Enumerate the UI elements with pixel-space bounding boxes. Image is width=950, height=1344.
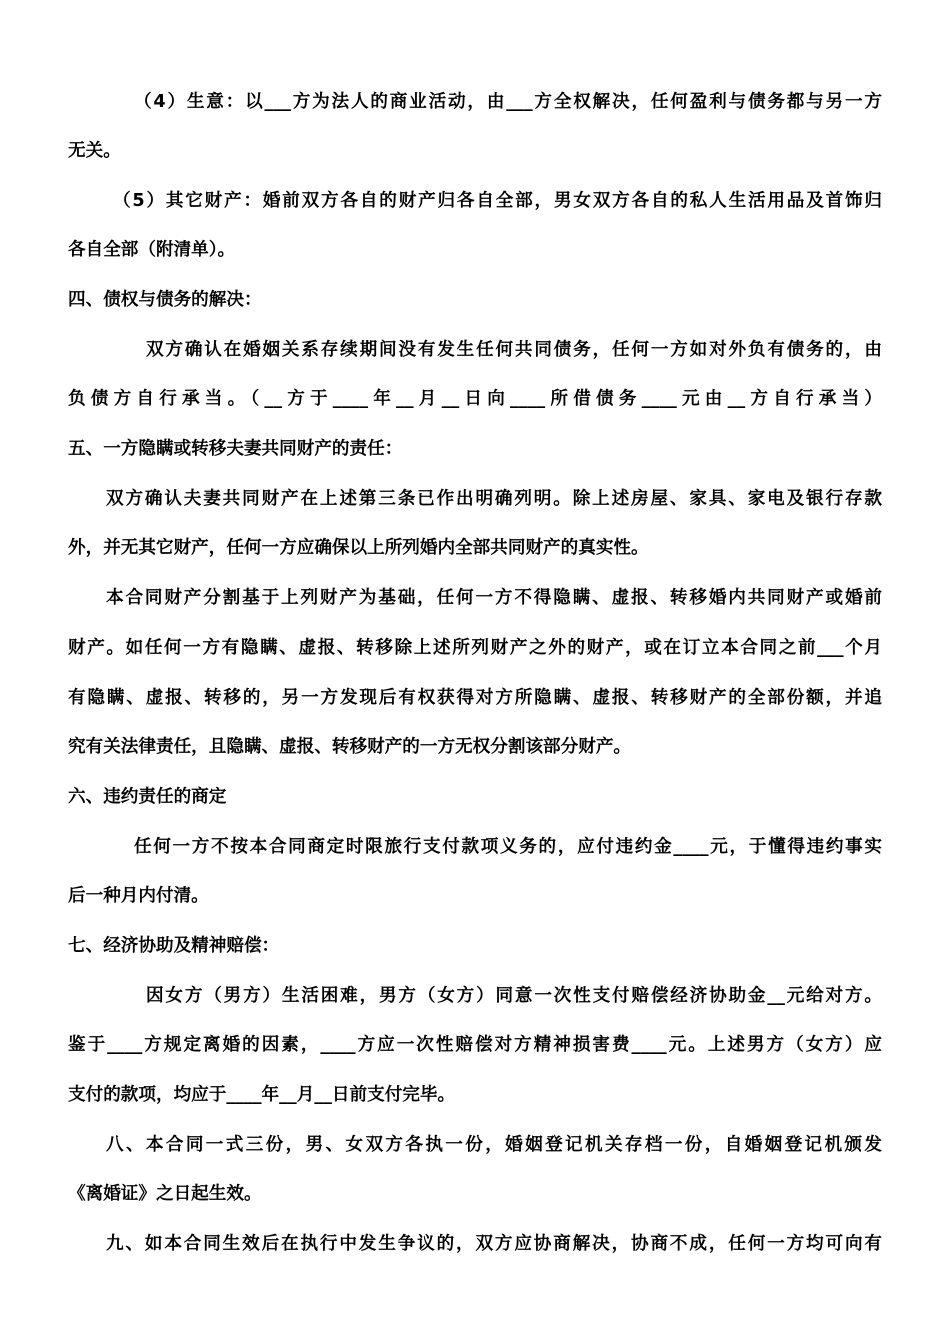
section-heading-breach: 六、违约责任的商定 (68, 787, 227, 807)
section-heading-concealment: 五、一方隐瞒或转移夫妻共同财产的责任： (68, 439, 403, 459)
clause-other-property-line-1: （5）其它财产：婚前双方各自的财产归各自全部，男女双方各自的私人生活用品及首饰归 (113, 191, 882, 211)
section-eight-line-1: 八、本合同一式三份，男、女双方各执一份，婚姻登记机关存档一份，自婚姻登记机颁发 (106, 1135, 882, 1155)
section-heading-debts: 四、债权与债务的解决： (68, 290, 262, 310)
clause-other-property-line-2: 各自全部（附清单）。 (68, 240, 236, 260)
breach-paragraph-line-2: 后一种月内付清。 (68, 886, 209, 906)
concealment-paragraph-1-line-1: 双方确认夫妻共同财产在上述第三条已作出明确列明。除上述房屋、家具、家电及银行存款 (106, 489, 882, 509)
debts-paragraph-line-1: 双方确认在婚姻关系存续期间没有发生任何共同债务，任何一方如对外负有债务的，由 (146, 340, 882, 360)
debts-paragraph-line-2: 负债方自行承当。（__方于____年__月__日向____所借债务____元由__方自行承当） (68, 389, 882, 409)
compensation-paragraph-line-3: 支付的款项，均应于____年__月__日前支付完毕。 (68, 1085, 456, 1105)
concealment-paragraph-2-line-1: 本合同财产分割基于上列财产为基础，任何一方不得隐瞒、虚报、转移婚内共同财产或婚前 (106, 588, 882, 608)
compensation-paragraph-line-1: 因女方（男方）生活困难，男方（女方）同意一次性支付赔偿经济协助金__元给对方。 (146, 986, 882, 1006)
section-nine-line-1: 九、如本合同生效后在执行中发生争议的，双方应协商解决，协商不成，任何一方均可向有 (106, 1234, 882, 1254)
section-heading-compensation: 七、经济协助及精神赔偿： (68, 936, 280, 956)
compensation-paragraph-line-2: 鉴于____方规定离婚的因素，____方应一次性赔偿对方精神损害费____元。上述男方（女方）应 (68, 1035, 882, 1055)
breach-paragraph-line-1: 任何一方不按本合同商定时限旅行支付款项义务的，应付违约金____元，于懂得违约事实 (134, 837, 882, 857)
clause-business-line-2: 无关。 (68, 141, 121, 161)
concealment-paragraph-2-line-3: 有隐瞒、虚报、转移的，另一方发现后有权获得对方所隐瞒、虚报、转移财产的全部份额，并追 (68, 688, 882, 708)
concealment-paragraph-1-line-2: 外，并无其它财产，任何一方应确保以上所列婚内全部共同财产的真实性。 (68, 538, 649, 558)
concealment-paragraph-2-line-4: 究有关法律责任，且隐瞒、虚报、转移财产的一方无权分割该部分财产。 (68, 737, 632, 757)
section-eight-line-2: 《离婚证》之日起生效。 (68, 1184, 262, 1204)
clause-business-line-1: （4）生意：以___方为法人的商业活动，由___方全权解决，任何盈利与债务都与另一方 (134, 92, 882, 112)
concealment-paragraph-2-line-2: 财产。如任何一方有隐瞒、虚报、转移除上述所列财产之外的财产，或在订立本合同之前___个月 (68, 638, 882, 658)
